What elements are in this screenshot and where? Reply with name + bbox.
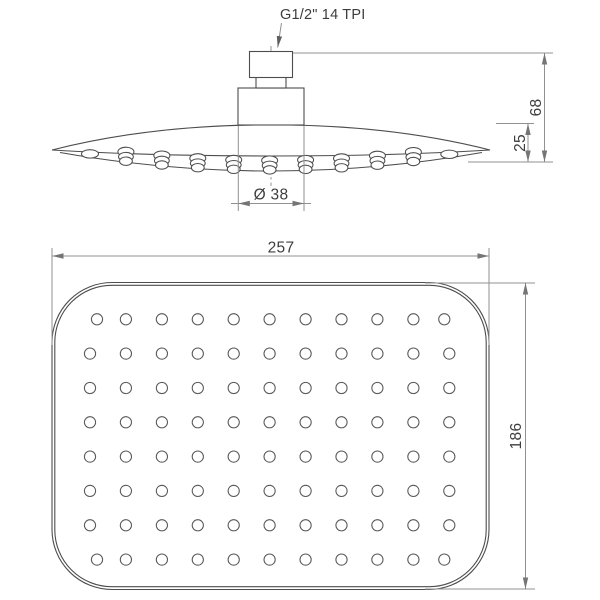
dim-head-thickness-label: 25 bbox=[512, 134, 529, 152]
spray-hole bbox=[372, 348, 383, 359]
spray-hole bbox=[372, 485, 383, 496]
spray-hole bbox=[84, 485, 95, 496]
nozzle bbox=[298, 155, 314, 173]
spray-hole bbox=[192, 451, 203, 462]
spray-hole bbox=[192, 348, 203, 359]
spray-hole bbox=[264, 382, 275, 393]
spray-hole bbox=[408, 314, 419, 325]
leader-arrow bbox=[278, 23, 282, 48]
spray-hole bbox=[336, 451, 347, 462]
spray-hole bbox=[300, 485, 311, 496]
thread-callout-label: G1/2" 14 TPI bbox=[280, 7, 366, 23]
spray-hole bbox=[408, 382, 419, 393]
spray-hole bbox=[84, 417, 95, 428]
nozzle bbox=[226, 155, 242, 173]
spray-hole bbox=[264, 417, 275, 428]
nozzle bbox=[334, 154, 350, 172]
spray-hole bbox=[228, 554, 239, 565]
spray-hole bbox=[264, 520, 275, 531]
spray-hole bbox=[300, 520, 311, 531]
spray-hole bbox=[336, 348, 347, 359]
spray-hole bbox=[336, 520, 347, 531]
spray-hole bbox=[372, 314, 383, 325]
spray-hole bbox=[300, 382, 311, 393]
dim-width-label: 257 bbox=[267, 239, 295, 257]
hub-body bbox=[238, 88, 304, 125]
spray-hole bbox=[336, 314, 347, 325]
spray-hole bbox=[300, 451, 311, 462]
nozzle bbox=[369, 151, 385, 169]
spray-hole bbox=[444, 451, 455, 462]
spray-hole bbox=[228, 485, 239, 496]
spray-hole bbox=[91, 314, 102, 325]
spray-hole bbox=[372, 382, 383, 393]
spray-hole bbox=[156, 451, 167, 462]
spray-hole bbox=[408, 520, 419, 531]
spray-hole bbox=[444, 382, 455, 393]
spray-hole bbox=[444, 485, 455, 496]
spray-hole bbox=[192, 314, 203, 325]
dim-depth-label: 186 bbox=[508, 422, 525, 450]
spray-hole bbox=[192, 520, 203, 531]
spray-hole bbox=[300, 314, 311, 325]
spray-hole bbox=[439, 554, 450, 565]
spray-hole bbox=[408, 485, 419, 496]
spray-hole bbox=[408, 554, 419, 565]
spray-hole bbox=[408, 348, 419, 359]
neck bbox=[256, 77, 286, 88]
spray-hole bbox=[444, 417, 455, 428]
spray-hole bbox=[228, 314, 239, 325]
spray-hole bbox=[228, 417, 239, 428]
spray-hole bbox=[372, 554, 383, 565]
spray-hole bbox=[192, 554, 203, 565]
nozzle bbox=[405, 148, 421, 166]
spray-hole bbox=[264, 314, 275, 325]
spray-hole bbox=[336, 417, 347, 428]
spray-hole bbox=[120, 348, 131, 359]
spray-hole bbox=[444, 520, 455, 531]
spray-hole bbox=[408, 417, 419, 428]
spray-hole bbox=[192, 417, 203, 428]
spray-hole bbox=[120, 554, 131, 565]
spray-hole bbox=[84, 451, 95, 462]
spray-hole bbox=[300, 348, 311, 359]
spray-hole bbox=[84, 520, 95, 531]
dim-total-height-label: 68 bbox=[528, 98, 545, 117]
spray-hole bbox=[84, 382, 95, 393]
side-view-elevation bbox=[52, 7, 553, 211]
spray-hole bbox=[120, 382, 131, 393]
spray-hole bbox=[264, 451, 275, 462]
nozzle bbox=[82, 150, 99, 158]
dim-hub-diameter-label: Ø 38 bbox=[253, 186, 289, 204]
spray-hole bbox=[120, 314, 131, 325]
spray-hole bbox=[91, 554, 102, 565]
spray-hole bbox=[439, 314, 450, 325]
spray-hole bbox=[264, 485, 275, 496]
top-view-plan bbox=[52, 240, 535, 590]
spray-hole bbox=[156, 554, 167, 565]
spray-hole bbox=[84, 348, 95, 359]
nozzle bbox=[262, 156, 278, 174]
spray-hole bbox=[228, 348, 239, 359]
spray-hole bbox=[156, 382, 167, 393]
spray-hole bbox=[336, 485, 347, 496]
spray-hole bbox=[372, 417, 383, 428]
spray-hole bbox=[156, 520, 167, 531]
spray-hole bbox=[300, 554, 311, 565]
spray-hole bbox=[264, 554, 275, 565]
spray-hole bbox=[228, 382, 239, 393]
spray-hole bbox=[156, 314, 167, 325]
faceplate-outer-outline bbox=[52, 283, 489, 590]
spray-hole bbox=[120, 417, 131, 428]
spray-hole bbox=[120, 485, 131, 496]
spray-hole bbox=[372, 451, 383, 462]
thread-fitting bbox=[250, 52, 293, 78]
spray-hole bbox=[228, 520, 239, 531]
nozzle bbox=[118, 147, 134, 165]
spray-hole bbox=[336, 382, 347, 393]
spray-hole bbox=[264, 348, 275, 359]
spray-hole bbox=[408, 451, 419, 462]
spray-hole bbox=[372, 520, 383, 531]
spray-hole bbox=[192, 382, 203, 393]
nozzle bbox=[441, 150, 458, 158]
nozzle bbox=[190, 154, 206, 172]
spray-hole bbox=[156, 485, 167, 496]
spray-hole bbox=[192, 485, 203, 496]
spray-hole bbox=[156, 417, 167, 428]
nozzle bbox=[154, 151, 170, 169]
spray-hole bbox=[300, 417, 311, 428]
spray-hole bbox=[336, 554, 347, 565]
spray-hole bbox=[120, 451, 131, 462]
spray-hole bbox=[444, 348, 455, 359]
spray-hole bbox=[228, 451, 239, 462]
spray-hole bbox=[156, 348, 167, 359]
spray-hole bbox=[120, 520, 131, 531]
